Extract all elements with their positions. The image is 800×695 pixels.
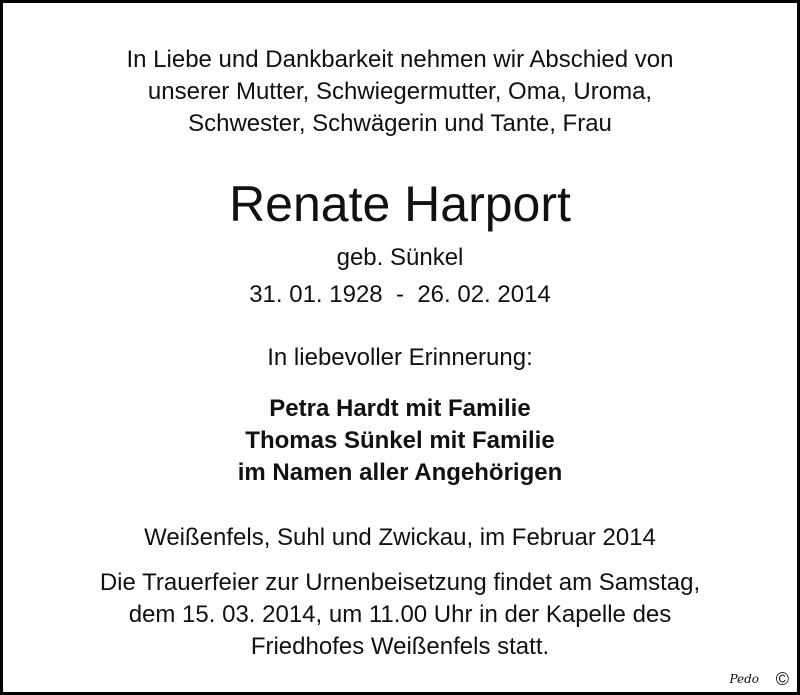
life-dates: 31. 01. 1928 - 26. 02. 2014 [249, 281, 551, 308]
intro-line-3: Schwester, Schwägerin und Tante, Frau [188, 110, 612, 137]
intro-line-2: unserer Mutter, Schwiegermutter, Oma, Uroma, [147, 78, 653, 105]
service-line-1: Die Trauerfeier zur Urnenbeisetzung findet am Samstag, [99, 569, 701, 596]
mourner-line-1: Petra Hardt mit Familie [269, 395, 531, 422]
place-and-date: Weißenfels, Suhl und Zwickau, im Februar 2014 [144, 524, 656, 551]
intro-line-1: In Liebe und Dankbarkeit nehmen wir Abschied von [126, 46, 674, 73]
copyright-mark: © [775, 669, 789, 689]
mourner-line-2: Thomas Sünkel mit Familie [245, 427, 555, 454]
birth-name: geb. Sünkel [336, 244, 464, 271]
designer-signature: Pedo [729, 672, 759, 686]
memorial-heading: In liebevoller Erinnerung: [267, 344, 533, 371]
service-line-3: Friedhofes Weißenfels statt. [250, 633, 550, 660]
mourner-line-3: im Namen aller Angehörigen [237, 459, 563, 486]
service-line-2: dem 15. 03. 2014, um 11.00 Uhr in der Kapelle des [128, 601, 672, 628]
deceased-name: Renate Harport [229, 176, 571, 232]
